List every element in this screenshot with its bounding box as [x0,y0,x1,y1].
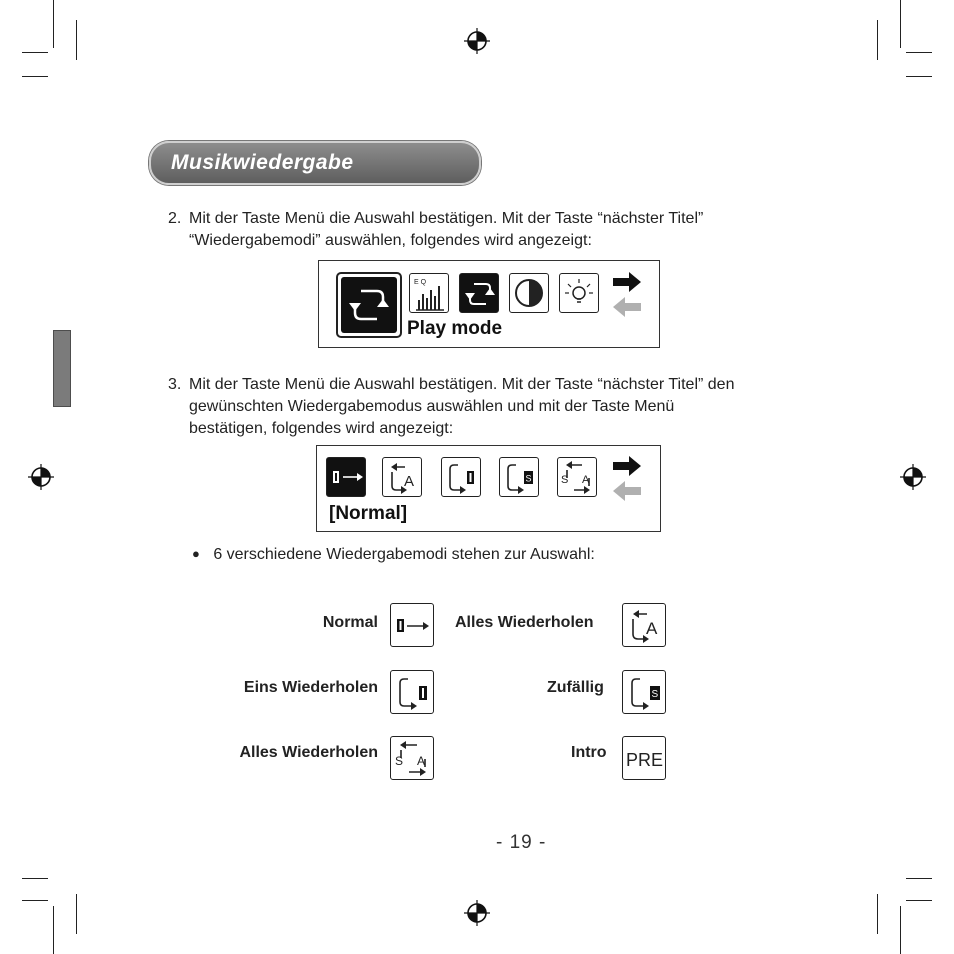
crop-mark [22,76,48,77]
intro-icon [622,736,666,780]
step-text-line: “Wiedergabemodi” auswählen, folgendes wird angezeigt: [189,232,592,249]
normal-icon [390,603,434,647]
page-number: - 19 - [496,832,547,853]
icon-letter: S [651,689,659,700]
arrow-right-icon [613,456,643,476]
icon-letter: S [395,754,404,768]
crop-mark [906,878,932,879]
arrow-right-icon [613,272,643,292]
step-text-line: Mit der Taste Menü die Auswahl bestätigen. Mit der Taste “nächster Titel” den [189,376,735,393]
crop-mark [22,52,48,53]
crop-mark [53,906,54,954]
mode-label: Normal [322,614,378,631]
bullet-text: 6 verschiedene Wiedergabemodi stehen zur Auswahl: [213,546,595,563]
registration-mark-icon [464,900,490,926]
step-number: 3. [168,376,182,393]
screen-label: Play mode [407,318,503,339]
crop-mark [76,20,77,60]
equalizer-icon [409,273,449,313]
crop-mark [906,900,932,901]
arrow-left-icon [613,297,643,317]
section-header [149,141,481,185]
crop-mark [76,894,77,934]
registration-mark-icon [900,464,926,490]
shuffle-repeat-all-icon [557,457,597,497]
icon-letter: A [404,473,415,490]
normal-icon [326,457,366,497]
repeat-one-icon [390,670,434,714]
shuffle-icon [622,670,666,714]
section-title: Musikwiedergabe [171,151,354,174]
step-text-line: bestätigen, folgendes wird angezeigt: [189,420,454,437]
icon-text: PRE [626,750,663,770]
backlight-icon [559,273,599,313]
crop-mark [22,900,48,901]
repeat-mode-icon [459,273,499,313]
mode-label: Zufällig [547,679,604,696]
crop-mark [900,0,901,48]
repeat-all-icon [382,457,422,497]
crop-mark [53,0,54,48]
eq-text: E Q [414,279,427,286]
side-tab [53,330,71,407]
step-number: 2. [168,210,182,227]
registration-mark-icon [464,28,490,54]
icon-letter: S [525,473,532,484]
shuffle-icon [499,457,539,497]
crop-mark [900,906,901,954]
step-2 [168,208,808,252]
step-text-line: Mit der Taste Menü die Auswahl bestätigen. Mit der Taste “nächster Titel” [189,210,704,227]
crop-mark [877,20,878,60]
mode-label: Intro [571,744,607,761]
mode-label: Alles Wiederholen [455,614,594,631]
crop-mark [906,76,932,77]
crop-mark [22,878,48,879]
device-screen-play-mode [318,260,660,348]
repeat-all-icon [622,603,666,647]
bullet-point [192,546,595,564]
registration-mark-icon [28,464,54,490]
crop-mark [906,52,932,53]
crop-mark [877,894,878,934]
contrast-icon [509,273,549,313]
shuffle-repeat-all-icon [390,736,434,780]
repeat-large-icon [336,272,402,338]
screen-label: [Normal] [329,503,408,524]
mode-label: Alles Wiederholen [239,744,378,761]
step-3 [168,374,848,440]
icon-letter: A [417,754,426,768]
icon-letter: A [582,474,590,486]
icon-letter: A [646,619,658,638]
step-text-line: gewünschten Wiedergabemodus auswählen und mit der Taste Menü [189,398,675,415]
repeat-one-icon [441,457,481,497]
device-screen-normal [316,445,661,532]
mode-label: Eins Wiederholen [243,679,378,696]
icon-letter: S [561,474,569,486]
arrow-left-icon [613,481,643,501]
bullet-symbol: ● [192,546,200,561]
